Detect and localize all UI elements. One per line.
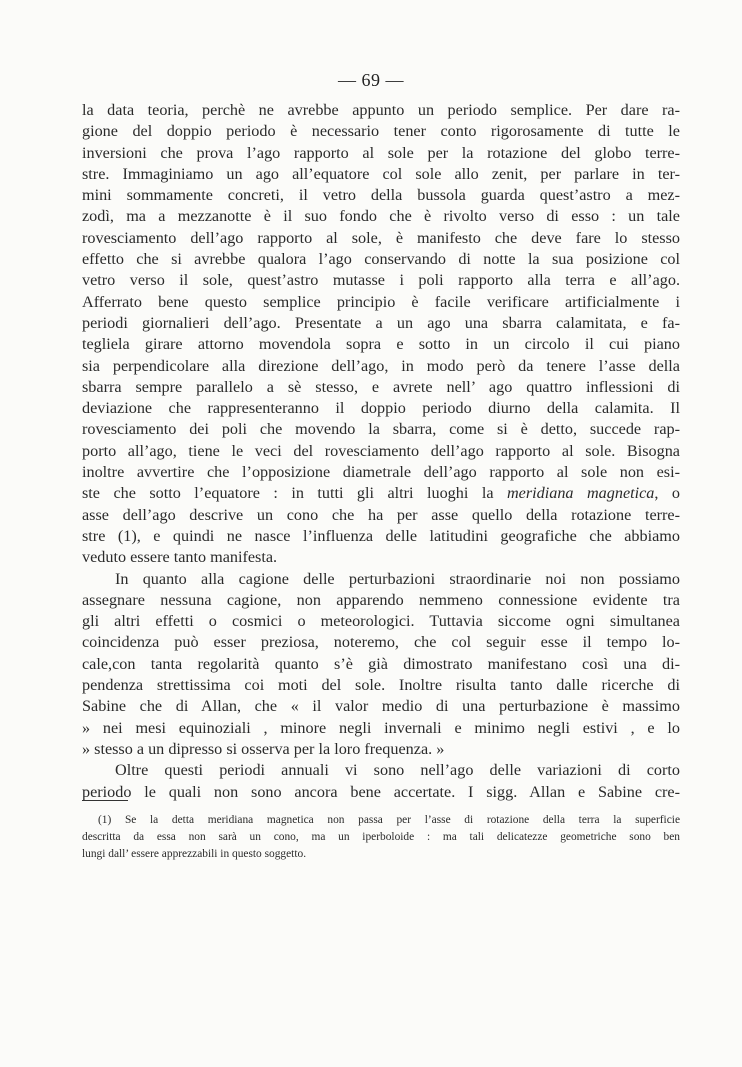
text-segment: ste che sotto l’equatore : in tutti gli altri luoghi la	[82, 484, 507, 503]
text-line: gione del doppio periodo è necessario tener conto rigorosamente di tutte le	[82, 122, 680, 141]
text-line: asse dell’ago descrive un cono che ha per asse quello della rotazione terre-	[82, 505, 680, 524]
text-line-italic	[82, 483, 680, 504]
footnote-rule	[82, 800, 128, 801]
text-line: cale,con tanta regolarità quanto s’è già dimostrato manifestano così una di-	[82, 654, 680, 673]
page-number: — 69 —	[338, 70, 404, 90]
italic-term: meridiana magnetica	[506, 484, 655, 503]
footnote-line: descritta da essa non sarà un cono, ma un iperboloide : ma tali delicatezze geometriche sono ben	[82, 831, 680, 843]
text-line: periodi giornalieri dell’ago. Presentate a un ago una sbarra calamitata, e fa-	[82, 313, 680, 332]
footnotes	[82, 812, 680, 863]
text-line: assegnare nessuna cagione, non apparendo nemmeno connessione evidente tra	[82, 590, 680, 609]
text-line: la data teoria, perchè ne avrebbe appunto un periodo semplice. Per dare ra-	[82, 101, 680, 119]
footnote-line: lungi dall’ essere apprezzabili in questo soggetto.	[82, 848, 307, 860]
text-line: pendenza strettissima coi moti del sole. Inoltre risulta tanto dalle ricerche di	[82, 676, 680, 695]
body-text	[82, 100, 680, 803]
text-line: Oltre questi periodi annuali vi sono nell’ago delle variazioni di corto	[115, 761, 680, 780]
footnote-line: (1) Se la detta meridiana magnetica non passa per l’asse di rotazione della terra la superficie	[98, 814, 680, 826]
text-line: rovesciamento dell’ago rapporto al sole, è manifesto che deve fare lo stesso	[82, 228, 680, 247]
text-line: inoltre avvertire che l’opposizione diametrale dell’ago rapporto al sole non esi-	[82, 463, 680, 482]
text-line: veduto essere tanto manifesta.	[82, 548, 278, 567]
text-line: gli altri effetti o cosmici o meteorologici. Tuttavia siccome ogni simultanea	[82, 612, 680, 631]
text-line: zodì, ma a mezzanotte è il suo fondo che è rivolto verso di esso : un tale	[82, 207, 680, 226]
text-line: rovesciamento dei poli che movendo la sbarra, come si è detto, succede rap-	[82, 420, 680, 439]
text-line: Afferrato bene questo semplice principio è facile verificare artificialmente i	[82, 292, 680, 311]
text-line: tegliela girare attorno movendola sopra e sotto in un circolo il cui piano	[82, 335, 680, 354]
text-line: » nei mesi equinoziali , minore negli invernali e minimo negli estivi , e lo	[82, 718, 680, 737]
text-line: In quanto alla cagione delle perturbazioni straordinarie noi non possiamo	[115, 569, 680, 588]
text-line: stre. Immaginiamo un ago all’equatore col sole allo zenit, per parlare in ter-	[82, 164, 680, 183]
text-line: coincidenza può esser preziosa, noteremo, che col seguir esse il tempo lo-	[82, 633, 680, 652]
text-line: effetto che si avrebbe qualora l’ago conservando di notte la sua posizione col	[82, 250, 680, 269]
text-line: vetro verso il sole, quest’astro mutasse i poli rapporto alla terra e all’ago.	[82, 271, 680, 290]
text-line: porto all’ago, tiene le veci del rovesciamento dell’ago rapporto al sole. Bisogna	[82, 441, 680, 460]
text-segment: , o	[654, 484, 680, 503]
text-line: inversioni che prova l’ago rapporto al sole per la rotazione del globo terre-	[82, 143, 680, 162]
text-line: periodo le quali non sono ancora bene accertate. I sigg. Allan e Sabine cre-	[82, 782, 680, 801]
text-line: sbarra sempre parallelo a sè stesso, e avrete nell’ ago quattro inflessioni di	[82, 377, 680, 396]
text-line: stre (1), e quindi ne nasce l’influenza delle latitudini geografiche che abbiamo	[82, 526, 680, 545]
text-line: Sabine che di Allan, che « il valor medio di una perturbazione è massimo	[82, 697, 680, 716]
text-line: sia perpendicolare alla direzione dell’ago, in modo però da tenere l’asse della	[82, 356, 680, 375]
text-line: deviazione che rappresenteranno il doppio periodo diurno della calamita. Il	[82, 399, 680, 418]
text-line: mini sommamente concreti, il vetro della bussola guarda quest’astro a mez-	[82, 186, 680, 205]
text-line: » stesso a un dipresso si osserva per la loro frequenza. »	[82, 739, 445, 758]
